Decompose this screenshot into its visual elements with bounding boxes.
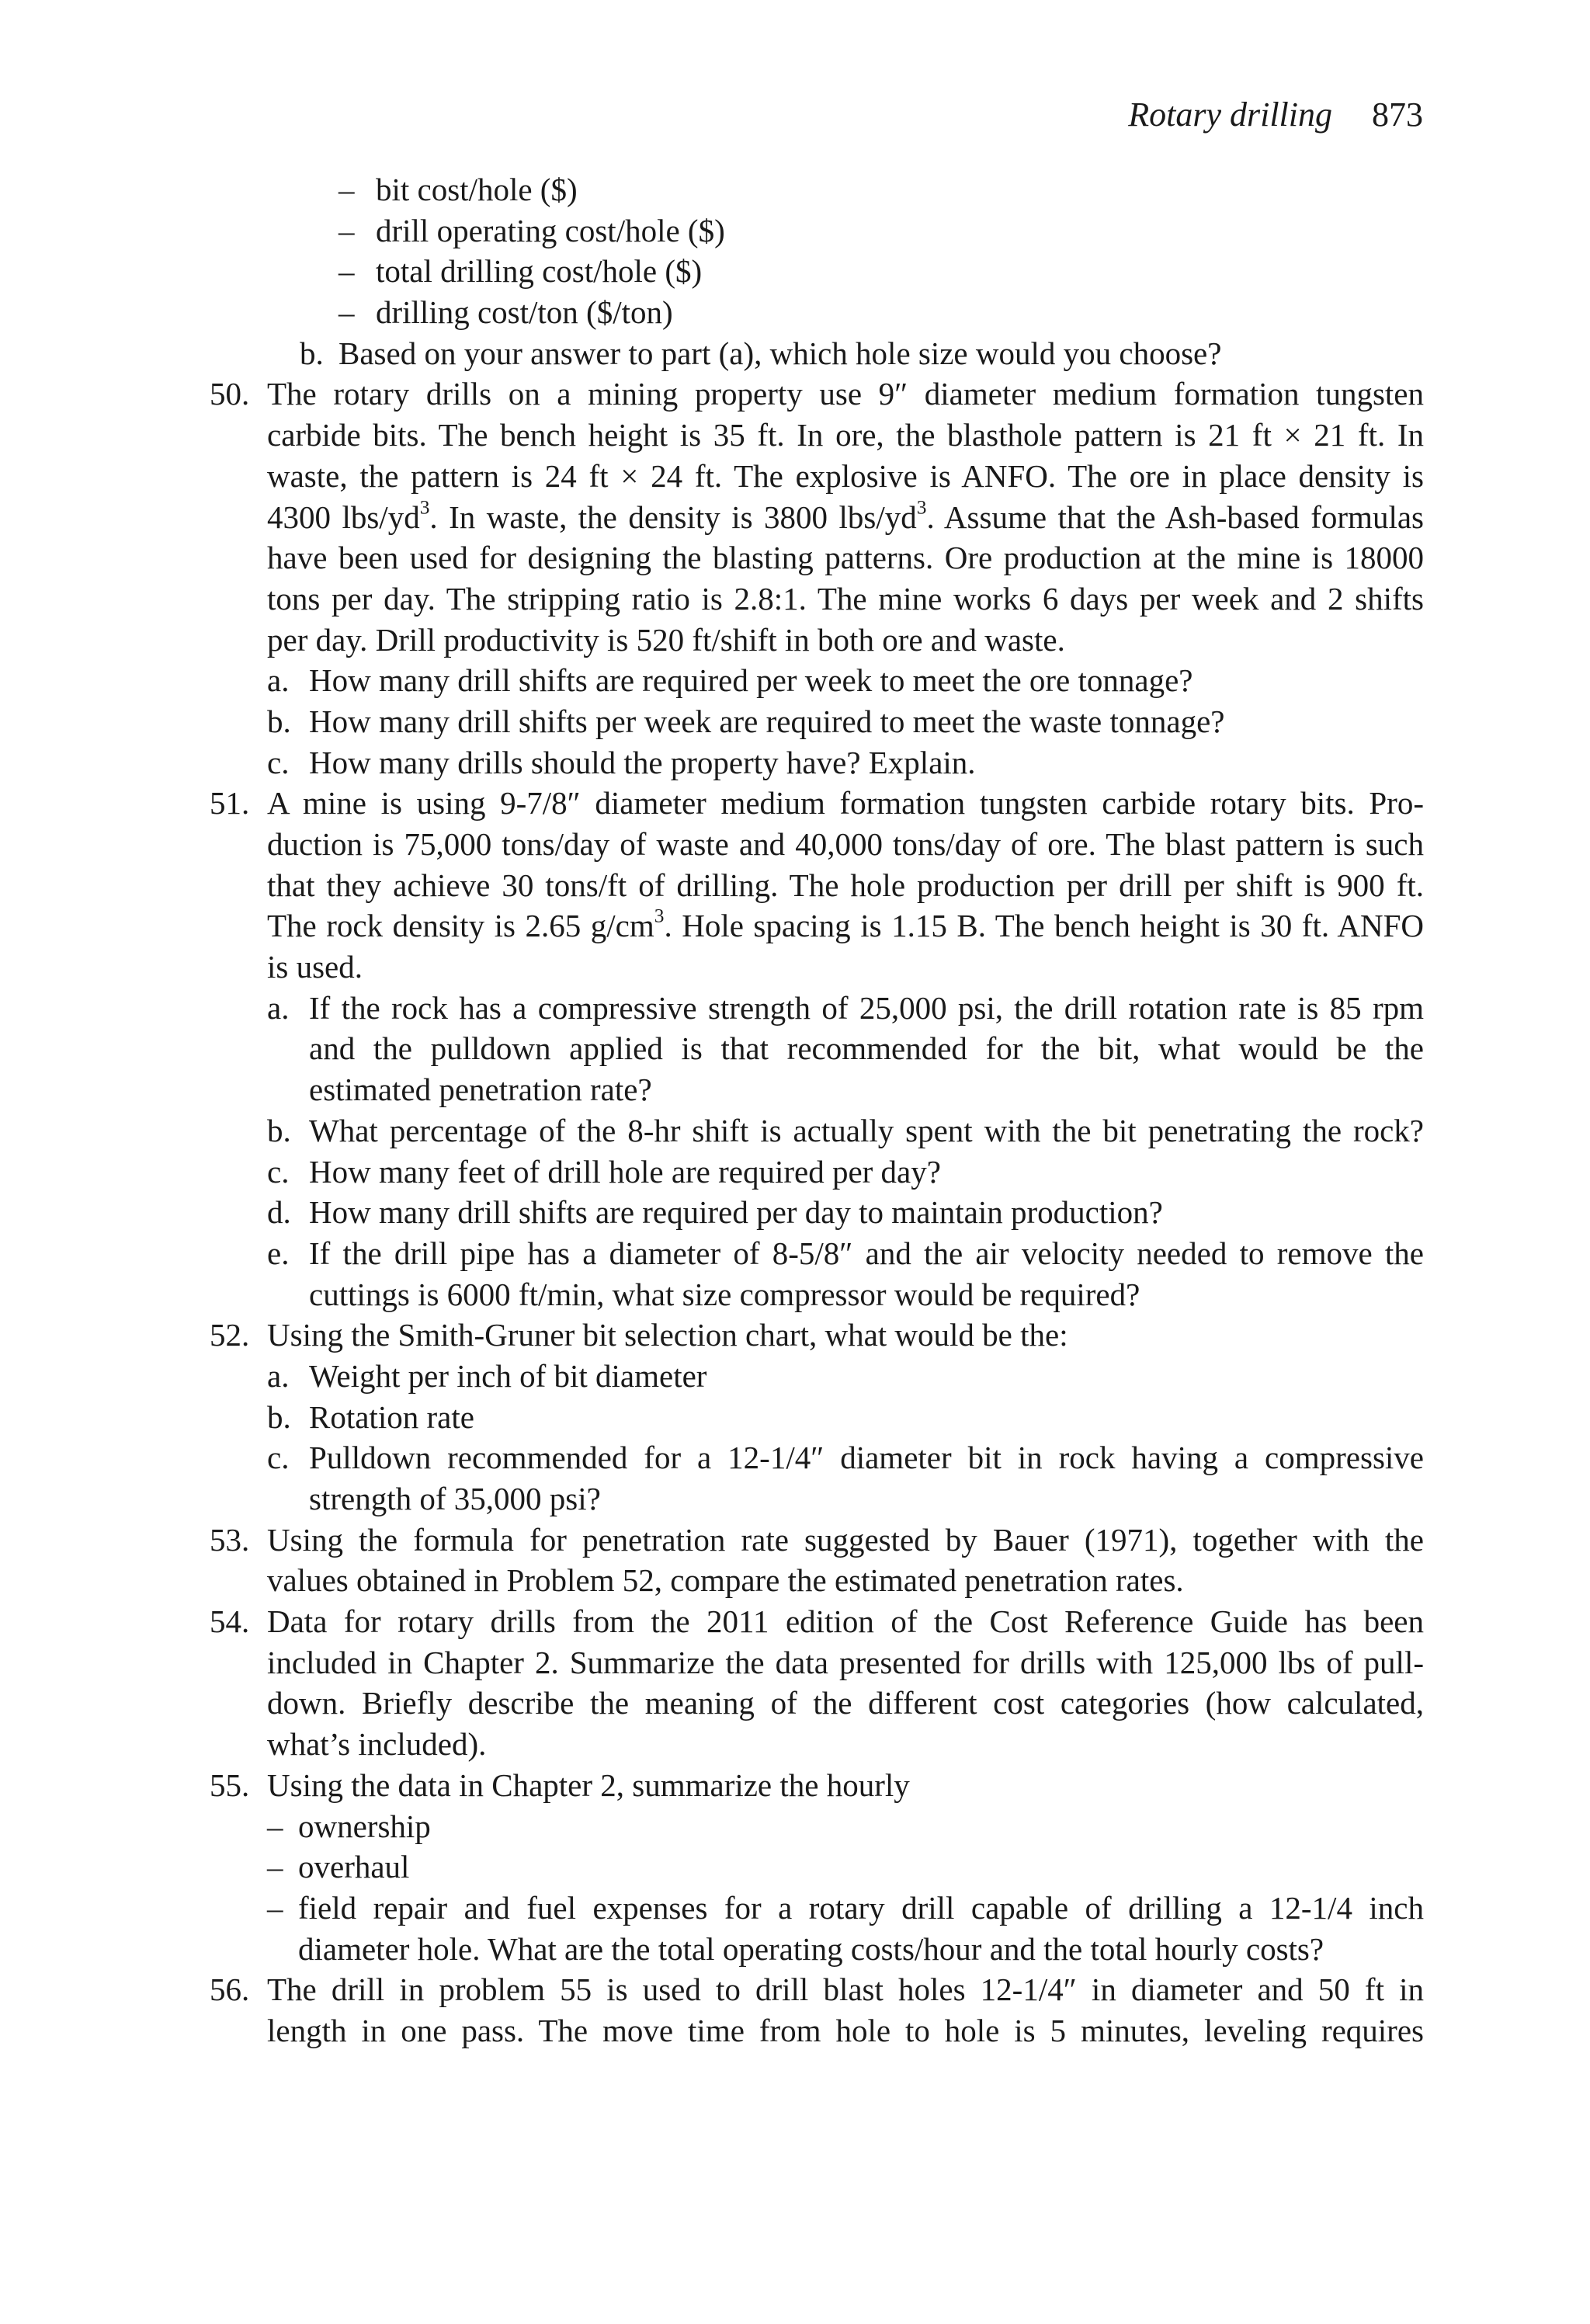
text-line [0,1765,1590,1806]
line-text [267,905,1424,947]
list-marker: c. [267,744,290,780]
list-marker: – [338,253,355,290]
line-text: Pulldown recommended for a 12-1/4″ diameter bit in rock having a compressive [309,1440,1424,1476]
line-text: strength of 35,000 psi? [309,1481,601,1516]
text-line [0,333,1590,374]
text-line [0,1233,1590,1274]
text-line [0,251,1590,292]
line-text: diameter hole. What are the total operating costs/hour and the total hourly costs? [298,1930,1324,1967]
text-line [0,1846,1590,1888]
line-text: How many drill shifts are required per day to maintain production? [309,1194,1163,1231]
text-line [0,1888,1590,1929]
list-marker: 53. [210,1521,250,1558]
line-text: length in one pass. The move time from hole to hole is 5 minutes, leveling requires [267,2012,1424,2048]
text-line [0,1356,1590,1397]
line-text: If the rock has a compressive strength of 25,000 psi, the drill rotation rate is 85 rpm [309,989,1424,1026]
text-line [0,537,1590,578]
text-line [0,1274,1590,1315]
line-text: The rotary drills on a mining property use 9″ diameter medium formation tungsten [267,376,1424,412]
list-marker: e. [267,1235,290,1271]
text-line [0,292,1590,333]
text-line [0,1437,1590,1478]
text-line [0,1520,1590,1561]
line-text: that they achieve 30 tons/ft of drilling. The hole production per drill per shift is 900 ft. [267,867,1424,903]
line-text: If the drill pipe has a diameter of 8-5/8″ and the air velocity needed to remove the [309,1235,1424,1271]
list-marker: b. [300,335,324,371]
line-text: cuttings is 6000 ft/min, what size compressor would be required? [309,1276,1140,1312]
line-text: what’s included). [267,1726,487,1763]
list-marker: b. [267,703,291,739]
line-text: Based on your answer to part (a), which hole size would you choose? [338,335,1222,371]
line-text: How many drill shifts are required per week to meet the ore tonnage? [309,662,1193,699]
text-line [0,742,1590,783]
text-line [0,660,1590,701]
text-line [0,1969,1590,2010]
list-marker: – [338,294,355,331]
list-marker: c. [267,1440,290,1476]
text-line [0,1683,1590,1724]
line-text: total drilling cost/hole ($) [376,253,703,290]
line-text: overhaul [298,1849,410,1885]
list-marker: – [338,172,355,207]
line-text: How many feet of drill hole are required per day? [309,1153,941,1190]
text-line [0,1315,1590,1356]
text-line [0,620,1590,661]
text-line [0,497,1590,538]
line-text: Weight per inch of bit diameter [309,1357,707,1394]
text-line [0,1397,1590,1438]
text-line [0,824,1590,865]
text-line [0,1069,1590,1110]
list-marker: a. [267,989,290,1026]
text-line [0,2010,1590,2051]
list-marker: b. [267,1398,291,1435]
text-line [0,1028,1590,1069]
line-text: is used. [267,949,363,985]
line-text: Using the formula for penetration rate suggested by Bauer (1971), together with the [267,1521,1424,1558]
line-text: Using the Smith-Gruner bit selection chart, what would be the: [267,1317,1068,1353]
text-line [0,1560,1590,1601]
line-text: What percentage of the 8-hr shift is actually spent with the bit penetrating the rock? [309,1112,1424,1148]
list-marker: 55. [210,1766,250,1803]
line-text: ownership [298,1808,431,1844]
line-text: field repair and fuel expenses for a rotary drill capable of drilling a 12-1/4 inch [298,1889,1424,1926]
line-text: per day. Drill productivity is 520 ft/shift in both ore and waste. [267,621,1065,658]
text-line [0,373,1590,415]
line-text: down. Briefly describe the meaning of the different cost categories (how calculated, [267,1685,1424,1721]
list-marker: – [267,1808,283,1844]
text-line [0,1724,1590,1765]
text-fragment: . In waste, the density is 3800 lbs/yd [429,498,917,535]
list-marker: 52. [210,1317,250,1353]
text-fragment: . Assume that the Ash-based formulas [926,498,1424,535]
line-text: Data for rotary drills from the 2011 edition of the Cost Reference Guide has been [267,1603,1424,1640]
line-text: How many drills should the property have? Explain. [309,744,976,780]
line-text: The drill in problem 55 is used to drill blast holes 12-1/4″ in diameter and 50 ft in [267,1971,1424,2008]
running-head [1128,92,1423,138]
text-line [0,578,1590,620]
text-line [0,865,1590,906]
page-number: 873 [1372,96,1423,134]
list-marker: 56. [210,1971,250,2008]
line-text: Using the data in Chapter 2, summarize the hourly [267,1766,910,1803]
list-marker: – [267,1889,283,1926]
line-text: and the pulldown applied is that recommended for the bit, what would be the [309,1030,1424,1067]
text-line [0,905,1590,947]
line-text: carbide bits. The bench height is 35 ft. In ore, the blasthole pattern is 21 ft × 21 ft. In [267,417,1424,453]
list-marker: a. [267,662,290,699]
line-text: drilling cost/ton ($/ton) [376,294,673,331]
text-fragment: The rock density is 2.65 g/cm [267,908,654,944]
text-line [0,947,1590,988]
line-text: tons per day. The stripping ratio is 2.8:1. The mine works 6 days per week and 2 shifts [267,580,1424,617]
line-text: values obtained in Problem 52, compare the estimated penetration rates. [267,1562,1184,1599]
list-marker: – [338,212,355,248]
text-line [0,1152,1590,1193]
line-text: drill operating cost/hole ($) [376,212,725,248]
text-line [0,1478,1590,1520]
line-text: included in Chapter 2. Summarize the data presented for drills with 125,000 lbs of pull- [267,1644,1424,1680]
text-line [0,1601,1590,1642]
list-marker: b. [267,1112,291,1148]
text-line [0,701,1590,742]
text-line [0,1192,1590,1233]
list-marker: – [267,1849,283,1885]
text-line [0,783,1590,824]
list-marker: 51. [210,785,250,822]
line-text: How many drill shifts per week are required to meet the waste tonnage? [309,703,1225,739]
text-line [0,210,1590,252]
superscript: 3 [916,496,927,519]
line-text: A mine is using 9-7/8″ diameter medium formation tungsten carbide rotary bits. Pro- [267,785,1424,822]
text-line [0,169,1590,210]
text-fragment: 4300 lbs/yd [267,498,420,535]
text-line [0,1806,1590,1847]
text-line [0,1642,1590,1683]
line-text: duction is 75,000 tons/day of waste and 40,000 tons/day of ore. The blast pattern is such [267,826,1424,862]
list-marker: d. [267,1194,291,1231]
list-marker: c. [267,1153,290,1190]
text-line [0,1110,1590,1152]
running-head-title: Rotary drilling [1128,96,1332,134]
line-text: waste, the pattern is 24 ft × 24 ft. The explosive is ANFO. The ore in place density is [267,457,1424,494]
superscript: 3 [419,496,430,519]
text-line [0,1929,1590,1970]
line-text: estimated penetration rate? [309,1072,652,1108]
superscript: 3 [654,905,665,928]
list-marker: 50. [210,376,250,412]
list-marker: a. [267,1357,290,1394]
text-fragment: . Hole spacing is 1.15 B. The bench height is 30 ft. ANFO [664,908,1424,944]
line-text: Rotation rate [309,1398,474,1435]
page-body [0,169,1590,2051]
line-text: bit cost/hole ($) [376,172,578,207]
list-marker: 54. [210,1603,250,1640]
text-line [0,988,1590,1029]
line-text: have been used for designing the blasting patterns. Ore production at the mine is 18000 [267,540,1424,576]
text-line [0,456,1590,497]
text-line [0,415,1590,456]
line-text [267,497,1424,538]
